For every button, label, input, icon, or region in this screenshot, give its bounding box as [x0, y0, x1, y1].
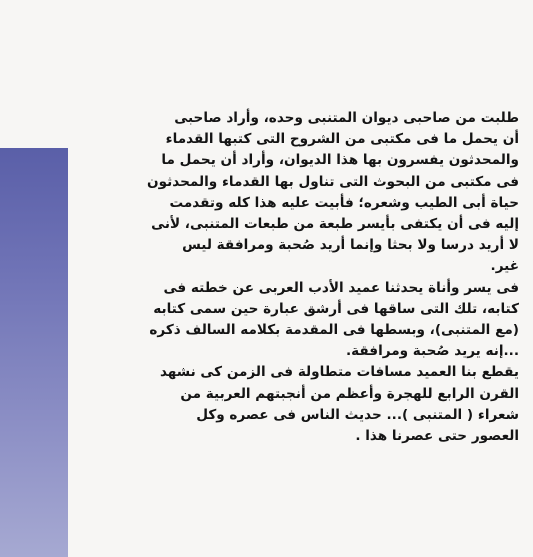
text-line: أن يحمل ما فى مكتبى من الشروح التى كتبها القدماء — [165, 131, 519, 148]
text-line: والمحدثون يفسرون بها هذا الديوان، وأراد أن يحمل ما — [161, 152, 519, 169]
side-color-band — [0, 148, 68, 557]
text-line: فى يسر وأناة يحدثنا عميد الأدب العربى عن خطته فى — [163, 279, 519, 296]
text-line: غير. — [490, 258, 519, 275]
text-line: إليه فى أن يكتفى بأيسر طبعة من طبعات المتنبى، لأنى — [151, 216, 519, 233]
paragraph-3 — [83, 362, 519, 447]
text-line: كتابه، تلك التى ساقها فى أرشق عبارة حين سمى كتابه — [153, 300, 519, 317]
text-line: لا أريد درسا ولا بحثا وإنما أريد صُحبة ومرافقة ليس — [182, 237, 519, 254]
paragraph-2 — [83, 278, 519, 363]
page-text — [83, 108, 519, 447]
text-line: ...إنه يريد صُحبة ومرافقة. — [345, 343, 519, 360]
text-line: حياة أبى الطيب وشعره؛ فأبيت عليه هذا كله وتقدمت — [169, 194, 519, 211]
text-line: (مع المتنبى)، وبسطها فى المقدمة بكلامه السالف ذكره — [149, 322, 519, 339]
text-line: العصور حتى عصرنا هذا . — [355, 428, 519, 445]
text-line: القرن الرابع للهجرة وأعظم من أنجبتهم العربية من — [180, 385, 519, 402]
text-line: شعراء ( المتنبى )... حديث الناس فى عصره وكل — [196, 406, 519, 423]
paragraph-1 — [83, 108, 519, 278]
text-line: طلبت من صاحبى ديوان المتنبى وحده، وأراد صاحبى — [174, 110, 519, 126]
text-line: يقطع بنا العميد مسافات متطاولة فى الزمن كى نشهد — [159, 364, 519, 381]
text-line: فى مكتبى من البحوث التى تناول بها القدماء والمحدثون — [147, 173, 519, 190]
